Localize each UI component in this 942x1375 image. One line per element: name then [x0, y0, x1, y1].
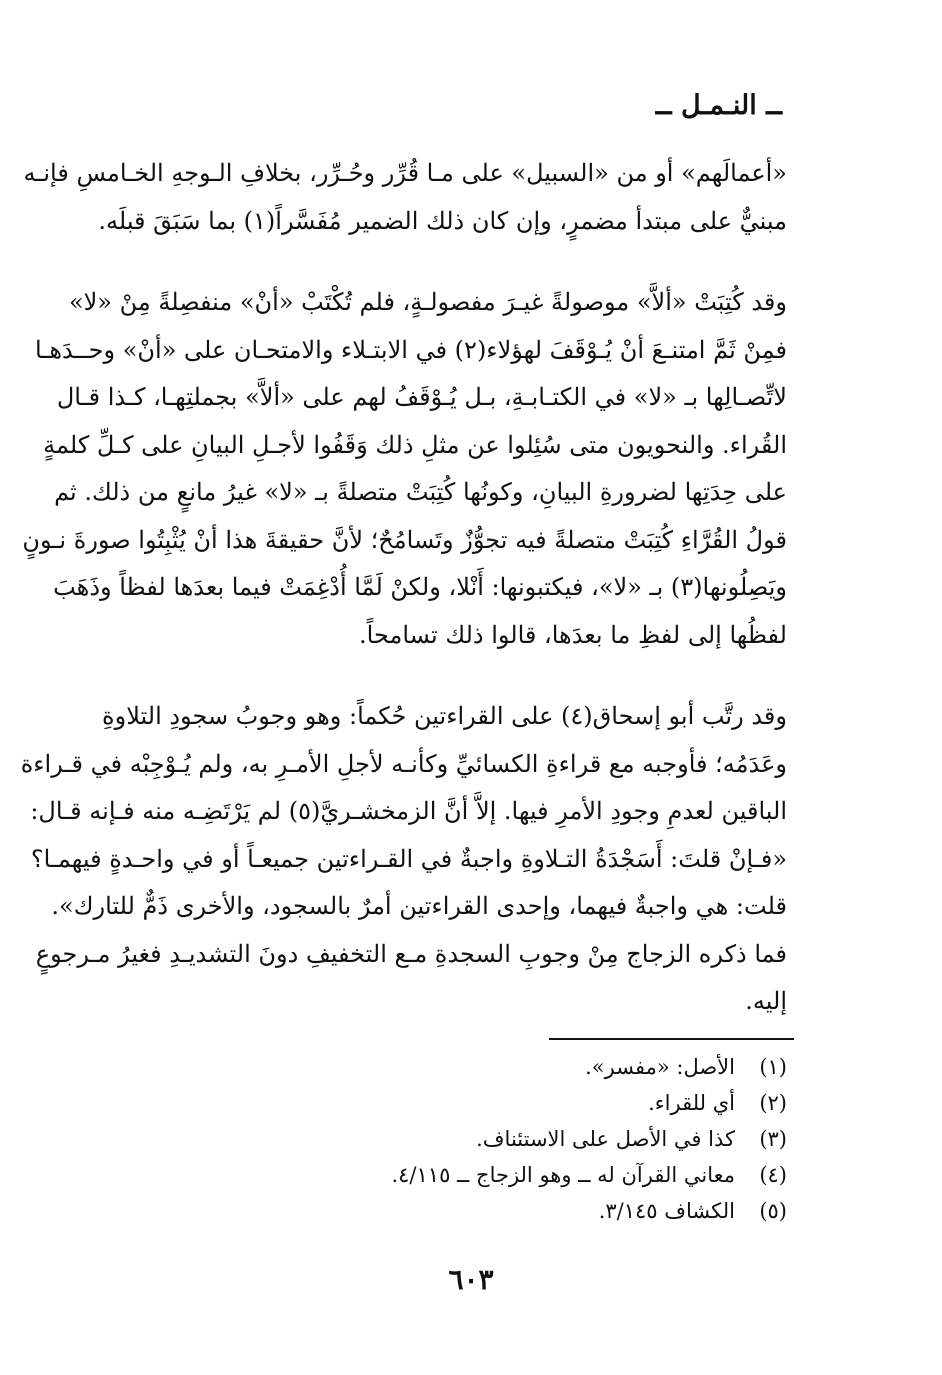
- footnote-text: الكشاف ٣/١٤٥.: [598, 1199, 735, 1223]
- text-line: الباقين لعدمِ وجودِ الأمرِ فيها. إلاَّ أنَّ الزمخشـريَّ(٥) لم يَرْتَضِـه منه فـإنه قـال:: [30, 797, 787, 825]
- footnote: [227, 1121, 787, 1157]
- paragraph-gap: [159, 659, 787, 693]
- footnotes: [227, 1049, 787, 1229]
- text-line: ويَصِلُونها(٣) بـ «لا»، فيكتبونها: أَنْلا، ولكنْ لَمَّا أُدْغِمَتْ فيما بعدَها لفظاً وذَهَبَ: [53, 573, 787, 601]
- text-line: مبنيٌّ على مبتدأ مضمرٍ، وإن كان ذلك الضمير مُفَسَّراً(١) بما سَبَقَ قبلَه.: [98, 206, 787, 235]
- text-line: وعَدَمُه؛ فأوجبه مع قراءةِ الكسائيِّ وكأنـه لأجلِ الأمـرِ به، ولم يُـوْجِبْه في قـراءة: [20, 749, 787, 778]
- text-line: إليه.: [745, 987, 787, 1015]
- text-line: قلت: هي واجبةٌ فيهما، وإحدى القراءتين أمرٌ بالسجود، والأخرى ذَمٌّ للتارك».: [51, 892, 787, 920]
- paragraph-gap: [159, 245, 787, 279]
- text-line: على حِدَتِها لضرورةِ البيانِ، وكونُها كُتِبَتْ متصلةً بـ «لا» غيرُ مانعٍ من ذلك. ثم: [54, 478, 787, 506]
- footnote-number: (٥): [759, 1199, 787, 1223]
- footnote-number: (١): [759, 1055, 787, 1079]
- text-line: «فـإنْ قلتَ: أَسَجْدَةُ التـلاوةِ واجبةٌ في القـراءتين جميعـاً أو في واحـدةٍ فيهمـا؟: [30, 844, 787, 873]
- footnote-separator: [549, 1038, 794, 1040]
- running-header: ــ النـمـل ــ: [655, 90, 782, 121]
- footnote: [227, 1085, 787, 1121]
- paragraph-1: [23, 150, 787, 245]
- text-line: لاتِّصـالِها بـ «لا» في الكتـابـةِ، بـل يُـوْقَفُ لهم على «ألاَّ» بجملتِهـا، كـذا قـال: [56, 383, 787, 411]
- footnote-text: معاني القرآن له ــ وهو الزجاج ــ ٤/١١٥.: [391, 1163, 735, 1187]
- body-text: [20, 150, 787, 1026]
- footnote: [227, 1157, 787, 1193]
- footnote-number: (٣): [759, 1127, 787, 1151]
- paragraph-2: [22, 279, 787, 659]
- text-line: «أعمالَهم» أو من «السبيل» على مـا قُرِّر وحُـرِّر، بخلافِ الـوجهِ الخـامسِ فإنـه: [23, 159, 787, 187]
- footnote-text: أي للقراء.: [648, 1091, 735, 1115]
- page-number: ٦٠٣: [448, 1263, 494, 1296]
- paragraph-3: [20, 693, 787, 1026]
- text-line: قولُ القُرَّاءِ كُتِبَتْ متصلةً فيه تجوُّزٌ وتَسامُحٌ؛ لأنَّ حقيقةَ هذا أنْ يُثْبِتُوا صورةَ نـونٍ: [22, 525, 787, 554]
- footnote-text: كذا في الأصل على الاستئناف.: [476, 1127, 735, 1151]
- footnote-number: (٤): [759, 1163, 787, 1187]
- text-line: فمِنْ ثَمَّ امتنـعَ أنْ يُـوْقَفَ لهؤلاء(٢) في الابتـلاء والامتحـان على «أنْ» وحــدَهـا: [35, 335, 787, 364]
- text-line: فما ذكره الزجاج مِنْ وجوبِ السجدةِ مـع التخفيفِ دونَ التشديـدِ فغيرُ مـرجوعٍ: [35, 939, 787, 968]
- text-line: القُراء. والنحويون متى سُئِلوا عن مثلِ ذلك وَقَفُوا لأجـلِ البيانِ على كـلِّ كلمةٍ: [43, 430, 787, 459]
- footnote: [227, 1049, 787, 1085]
- text-line: وقد رتَّب أبو إسحاق(٤) على القراءتين حُكماً: وهو وجوبُ سجودِ التلاوةِ: [102, 702, 787, 730]
- footnote: [227, 1193, 787, 1229]
- text-line: وقد كُتِبَتْ «ألاَّ» موصولةً غيـرَ مفصولـةٍ، فلم تُكْتَبْ «أنْ» منفصِلةً مِنْ «لا»: [68, 288, 787, 316]
- footnote-number: (٢): [759, 1091, 787, 1115]
- text-line: لفظُها إلى لفظِ ما بعدَها، قالوا ذلك تسامحاً.: [359, 620, 787, 649]
- footnote-text: الأصل: «مفسر».: [585, 1055, 735, 1079]
